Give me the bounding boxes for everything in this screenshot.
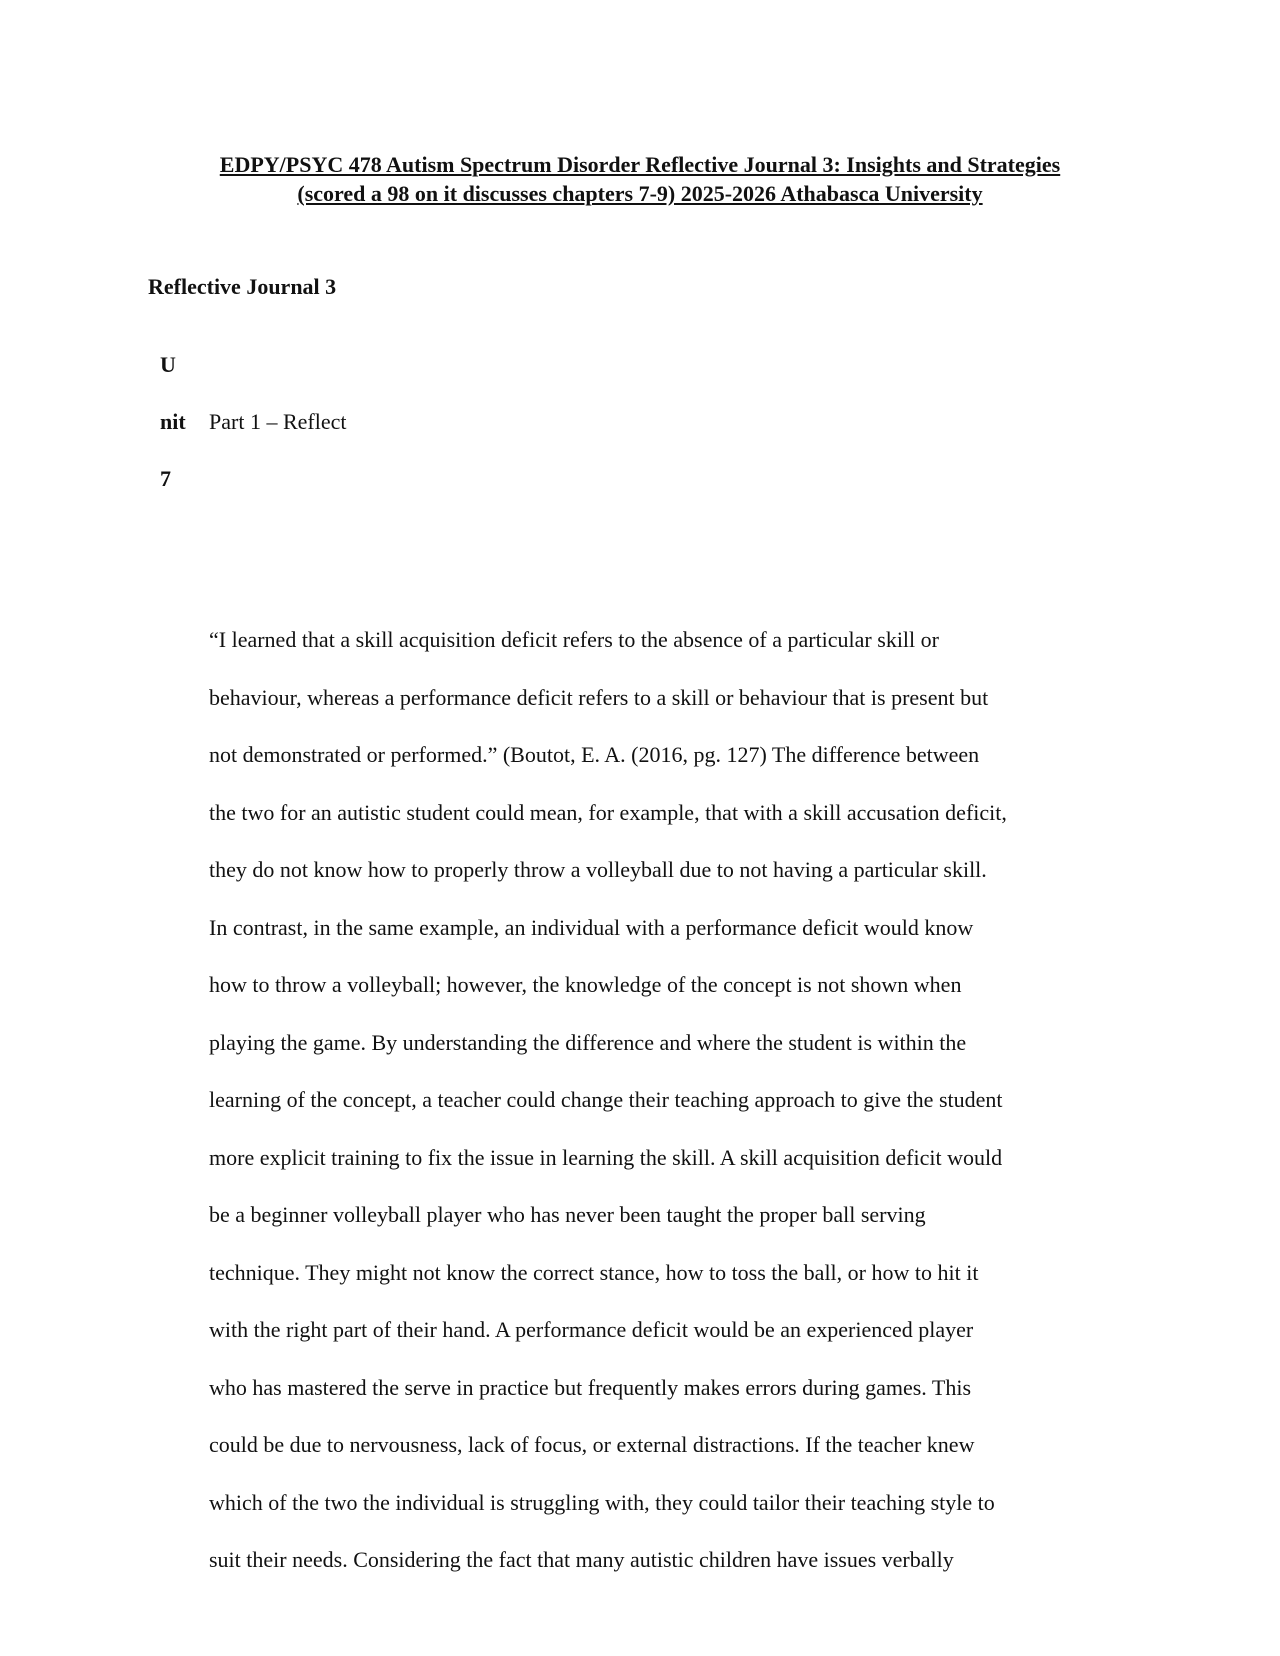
body-line-12: technique. They might not know the correct stance, how to toss the ball, or how to hit it [209,1259,979,1285]
body-line-15: could be due to nervousness, lack of focus, or external distractions. If the teacher knew [209,1432,975,1457]
journal-heading: Reflective Journal 3 [148,274,337,299]
unit-label-part-1: U [160,352,176,377]
body-line-10: more explicit training to fix the issue in learning the skill. A skill acquisition deficit would [209,1144,1003,1170]
body-line-17: suit their needs. Considering the fact that many autistic children have issues verbally [209,1547,954,1572]
body-line-3: not demonstrated or performed.” (Boutot, E. A. (2016, pg. 127) The difference between [209,742,980,767]
section-label: Part 1 – Reflect [209,409,347,434]
body-line-9: learning of the concept, a teacher could change their teaching approach to give the student [209,1087,1003,1112]
body-line-5: they do not know how to properly throw a volleyball due to not having a particular skill. [209,857,987,882]
unit-label-part-3: 7 [160,466,171,491]
document-title [140,150,1140,208]
body-line-2: behaviour, whereas a performance deficit refers to a skill or behaviour that is present but [209,684,989,710]
body-line-8: playing the game. By understanding the difference and where the student is within the [209,1029,967,1055]
reflection-body [209,626,1119,1604]
unit-label-part-2: nit [160,409,186,434]
body-line-11: be a beginner volleyball player who has never been taught the proper ball serving [209,1202,926,1227]
document-title-line-1: EDPY/PSYC 478 Autism Spectrum Disorder Reflective Journal 3: Insights and Strategies [219,152,1061,177]
body-line-4: the two for an autistic student could mean, for example, that with a skill accusation deficit, [209,799,1007,825]
body-line-16: which of the two the individual is struggling with, they could tailor their teaching style to [209,1489,995,1515]
body-line-6: In contrast, in the same example, an individual with a performance deficit would know [209,914,974,940]
body-line-14: who has mastered the serve in practice but frequently makes errors during games. This [209,1374,972,1400]
body-line-7: how to throw a volleyball; however, the knowledge of the concept is not shown when [209,972,962,997]
body-line-13: with the right part of their hand. A performance deficit would be an experienced player [209,1317,974,1342]
body-line-1: “I learned that a skill acquisition deficit refers to the absence of a particular skill or [209,627,939,652]
document-title-line-2: (scored a 98 on it discusses chapters 7-9) 2025-2026 Athabasca University [297,181,983,206]
